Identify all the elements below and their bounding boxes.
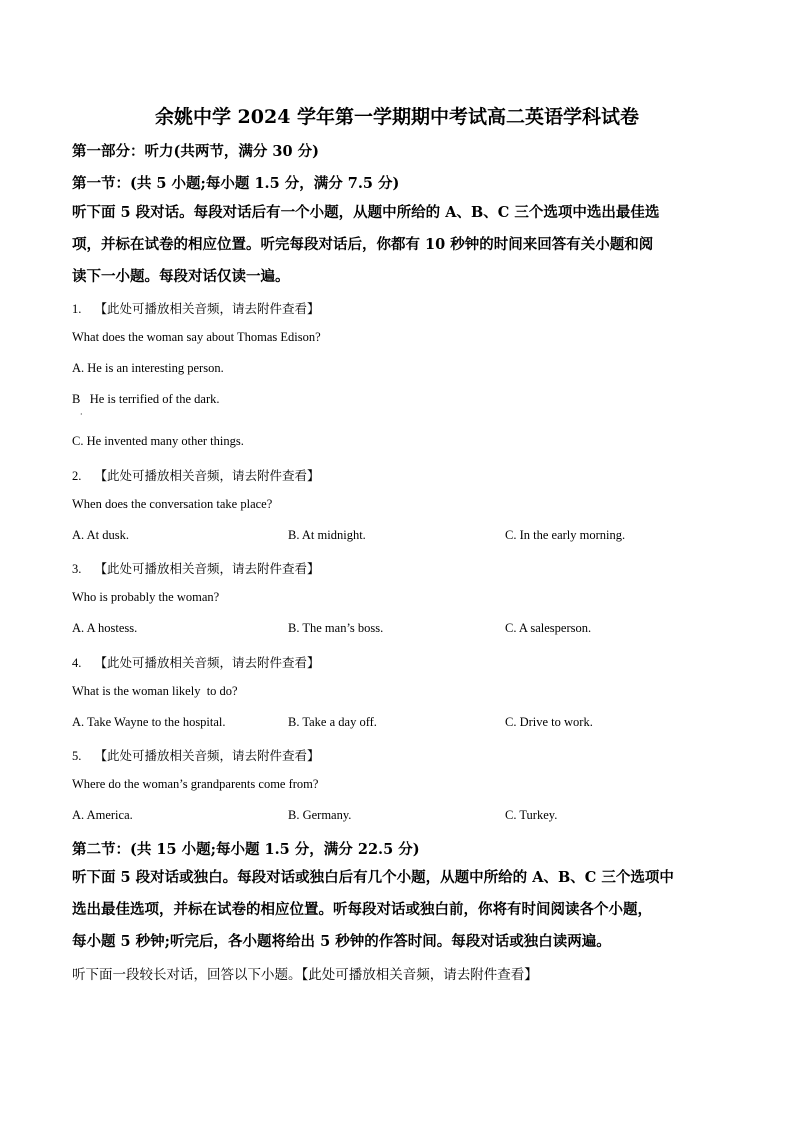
option-c: C. Drive to work. bbox=[505, 715, 593, 729]
option-c: C. A salesperson. bbox=[505, 621, 592, 635]
question-stem: Where do the woman’s grandparents come from? bbox=[72, 777, 319, 791]
question-stem: Who is probably the woman? bbox=[72, 590, 220, 604]
question-4-header bbox=[72, 652, 319, 671]
section1-instructions-line: 读下一小题。每段对话仅读一遍。 bbox=[72, 268, 290, 285]
option-b: B. The man’s boss. bbox=[288, 621, 384, 635]
option-c: C. He invented many other things. bbox=[72, 434, 244, 448]
section2-instructions-line: 选出最佳选项，并标在试卷的相应位置。听每段对话或独白前，你将有时间阅读各个小题， bbox=[72, 901, 652, 918]
question-number: 1. bbox=[72, 302, 82, 316]
option-b: B. At midnight. bbox=[288, 528, 366, 542]
section1-instructions-line: 听下面 5 段对话。每段对话后有一个小题，从题中所给的 A、B、C 三个选项中选出最佳选 bbox=[72, 204, 660, 221]
audio-note: 【此处可播放相关音频，请去附件查看】 bbox=[94, 655, 320, 670]
option-c: C. In the early morning. bbox=[505, 528, 626, 542]
audio-note: 【此处可播放相关音频，请去附件查看】 bbox=[94, 748, 320, 763]
option-a: A. America. bbox=[72, 808, 133, 822]
option-a: A. A hostess. bbox=[72, 621, 138, 635]
question-number: 3. bbox=[72, 562, 82, 576]
question-5-header bbox=[72, 745, 319, 764]
audio-note: 【此处可播放相关音频，请去附件查看】 bbox=[94, 561, 320, 576]
section1-instructions-line: 项，并标在试卷的相应位置。听完每段对话后，你都有 10 秒钟的时间来回答有关小题和阅 bbox=[72, 236, 654, 253]
section2-instructions-line: 每小题 5 秒钟;听完后，各小题将给出 5 秒钟的作答时间。每段对话或独白读两遍。 bbox=[72, 933, 611, 950]
option-a: A. At dusk. bbox=[72, 528, 129, 542]
long-dialogue-note: 听下面一段较长对话，回答以下小题。【此处可播放相关音频，请去附件查看】 bbox=[72, 967, 538, 983]
option-b: B He is terrified of the dark. bbox=[72, 392, 220, 406]
question-stem: What is the woman likely to do? bbox=[72, 684, 238, 698]
question-stem: When does the conversation take place? bbox=[72, 497, 273, 511]
question-number: 2. bbox=[72, 469, 82, 483]
option-a: A. Take Wayne to the hospital. bbox=[72, 715, 226, 729]
option-a: A. He is an interesting person. bbox=[72, 361, 224, 375]
question-3-header bbox=[72, 558, 319, 577]
question-number: 5. bbox=[72, 749, 82, 763]
question-number: 4. bbox=[72, 656, 82, 670]
section2-instructions-line: 听下面 5 段对话或独白。每段对话或独白后有几个小题，从题中所给的 A、B、C 三个选项中 bbox=[72, 869, 674, 886]
option-b: B. Take a day off. bbox=[288, 715, 377, 729]
section1-heading: 第一节：(共 5 小题;每小题 1.5 分，满分 7.5 分) bbox=[72, 175, 400, 192]
question-2-header bbox=[72, 465, 319, 484]
option-c: C. Turkey. bbox=[505, 808, 558, 822]
audio-note: 【此处可播放相关音频，请去附件查看】 bbox=[94, 301, 320, 316]
audio-note: 【此处可播放相关音频，请去附件查看】 bbox=[94, 468, 320, 483]
exam-title: 余姚中学 2024 学年第一学期期中考试高二英语学科试卷 bbox=[154, 106, 640, 128]
question-stem: What does the woman say about Thomas Edison? bbox=[72, 330, 321, 344]
stray-dot: · bbox=[80, 410, 83, 419]
question-1-header bbox=[72, 298, 319, 317]
part1-heading: 第一部分：听力(共两节，满分 30 分) bbox=[72, 143, 319, 160]
section2-heading: 第二节：(共 15 小题;每小题 1.5 分，满分 22.5 分) bbox=[72, 841, 420, 858]
option-b: B. Germany. bbox=[288, 808, 352, 822]
